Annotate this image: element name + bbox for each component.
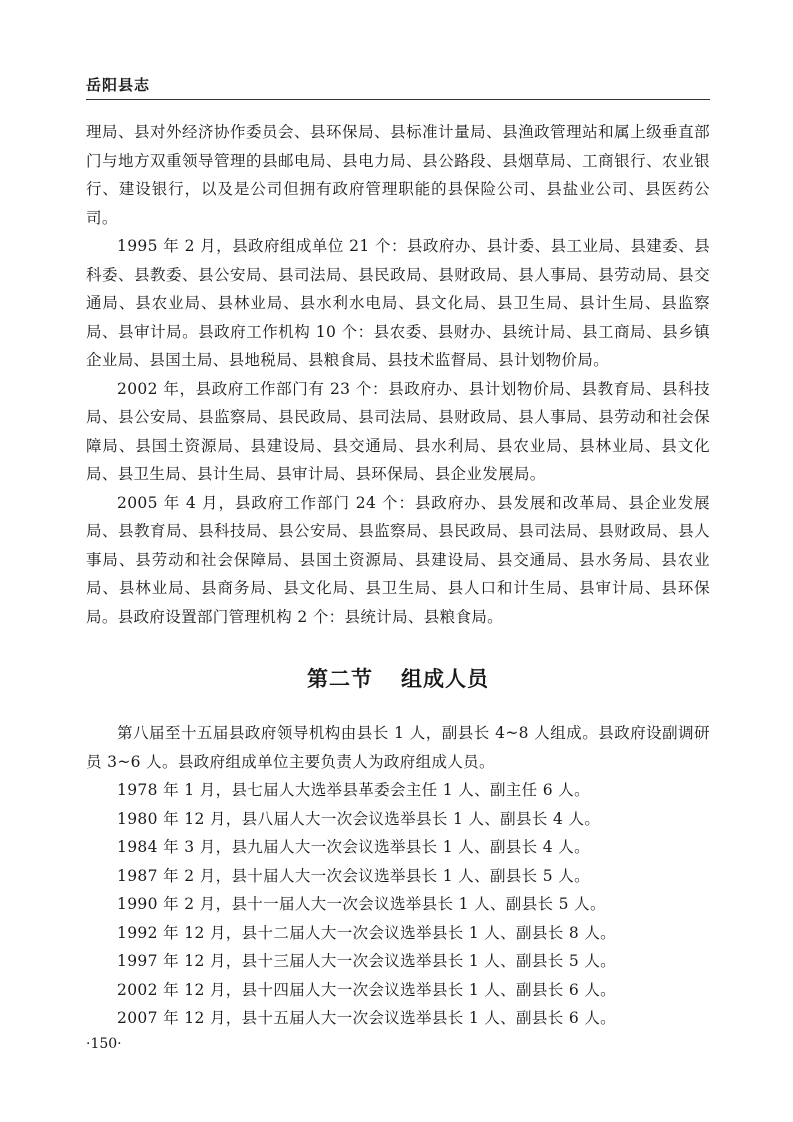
paragraph-1995: 1995 年 2 月，县政府组成单位 21 个：县政府办、县计委、县工业局、县建委、县科委、县教委、县公安局、县司法局、县民政局、县财政局、县人事局、县劳动局、县交通局、县农业局、县林业局、县水利水电局、县文化局、县卫生局、县计生局、县监察局、县审计局。县政府工作机构 10 个：县农委、县财办、县统计局、县工商局、县乡镇企业局、县国土局、县地税局、县粮食局、县技术监督局、县计划物价局。 <box>86 237 710 369</box>
paragraph-2002: 2002 年，县政府工作部门有 23 个：县政府办、县计划物价局、县教育局、县科技局、县公安局、县监察局、县民政局、县司法局、县财政局、县人事局、县劳动和社会保障局、县国土资源局、县建设局、县交通局、县水利局、县农业局、县林业局、县文化局、县卫生局、县计生局、县审计局、县环保局、县企业发展局。 <box>86 379 710 483</box>
record-line: 1990 年 2 月，县十一届人大一次会议选举县长 1 人、副县长 5 人。 <box>117 895 606 913</box>
election-records-list <box>86 776 710 1033</box>
header-divider <box>86 99 710 100</box>
running-head-title: 岳阳县志 <box>86 76 151 94</box>
record-line: 1978 年 1 月，县七届人大选举县革委会主任 1 人、副主任 6 人。 <box>117 781 590 799</box>
record-line: 1992 年 12 月，县十二届人大一次会议选举县长 1 人、副县长 8 人。 <box>117 923 617 942</box>
section-heading <box>86 663 710 693</box>
page-number: ·150· <box>86 1036 122 1052</box>
paragraph-continued: 理局、县对外经济协作委员会、县环保局、县标准计量局、县渔政管理站和属上级垂直部门与地方双重领导管理的县邮电局、县电力局、县公路段、县烟草局、工商银行、农业银行、建设银行，以及是公司但拥有政府管理职能的县保险公司、县盐业公司、县医药公司。 <box>86 123 710 227</box>
record-line: 1997 年 12 月，县十三届人大一次会议选举县长 1 人、副县长 5 人。 <box>117 952 617 970</box>
section-intro-paragraph: 第八届至十五届县政府领导机构由县长 1 人，副县长 4~8 人组成。县政府设副调研员 3~6 人。县政府组成单位主要负责人为政府组成人员。 <box>86 724 710 771</box>
section-number: 第二节 <box>307 667 373 691</box>
paragraph-2005: 2005 年 4 月，县政府工作部门 24 个：县政府办、县发展和改革局、县企业发展局、县教育局、县科技局、县公安局、县监察局、县民政局、县司法局、县财政局、县人事局、县劳动和社会保障局、县国土资源局、县建设局、县交通局、县水务局、县农业局、县林业局、县商务局、县文化局、县卫生局、县人口和计生局、县审计局、县环保局。县政府设置部门管理机构 2 个：县统计局、县粮食局。 <box>86 493 710 626</box>
section-title-text: 组成人员 <box>401 667 489 691</box>
page-body <box>86 118 710 1033</box>
record-line: 1984 年 3 月，县九届人大一次会议选举县长 1 人、副县长 4 人。 <box>117 838 590 856</box>
record-line: 1987 年 2 月，县十届人大一次会议选举县长 1 人、副县长 5 人。 <box>117 866 590 885</box>
record-line: 2007 年 12 月，县十五届人大一次会议选举县长 1 人、副县长 6 人。 <box>117 1009 617 1027</box>
record-line: 2002 年 12 月，县十四届人大一次会议选举县长 1 人、副县长 6 人。 <box>117 980 617 999</box>
record-line: 1980 年 12 月，县八届人大一次会议选举县长 1 人、副县长 4 人。 <box>117 809 601 828</box>
